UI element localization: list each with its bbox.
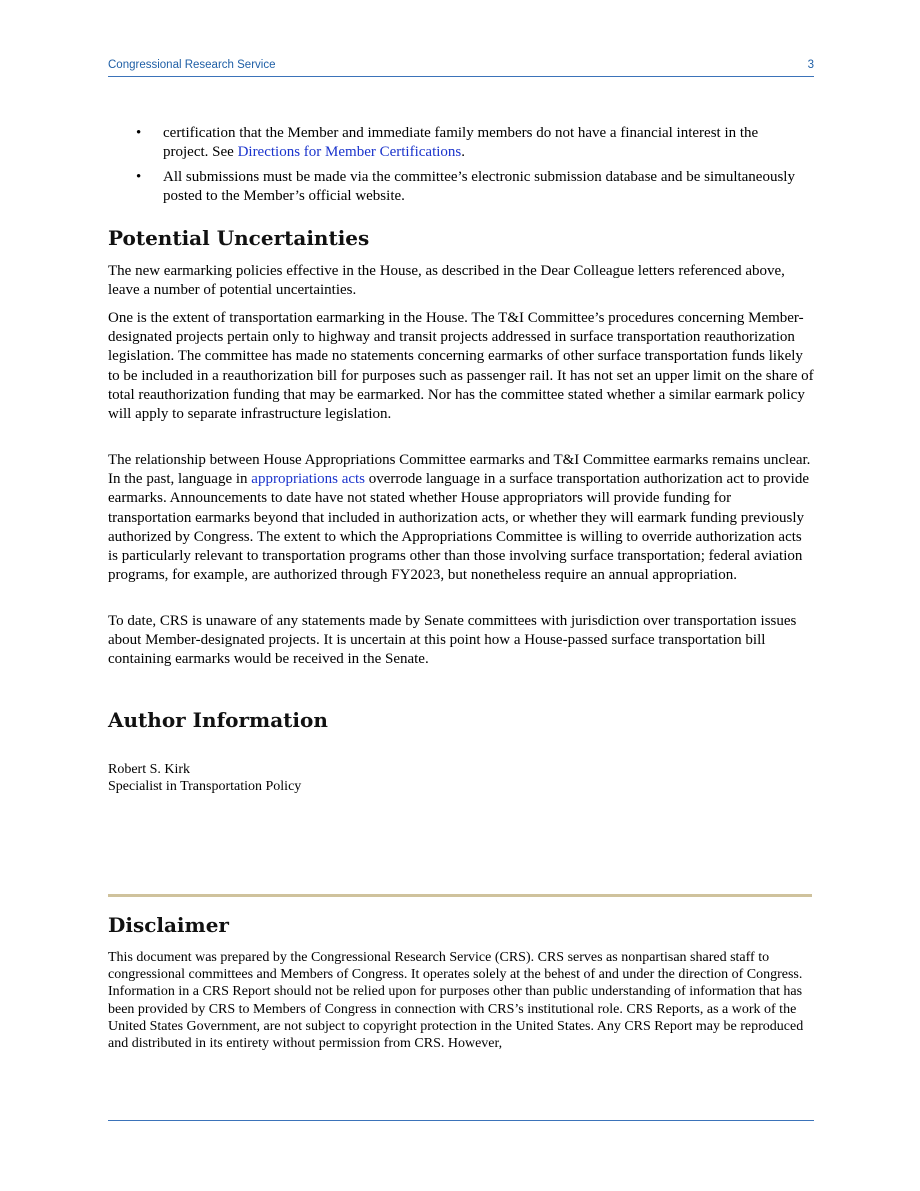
appropriations-acts-link[interactable]: appropriations acts (251, 471, 366, 488)
footer-rule (108, 1120, 814, 1121)
author-title: Specialist in Transportation Policy (108, 779, 302, 795)
author-block (108, 761, 814, 795)
author-name: Robert S. Kirk (108, 762, 191, 777)
bullet-text (163, 124, 763, 162)
header-page-number: 3 (807, 59, 814, 71)
bullet-dot: • (136, 125, 142, 141)
section-heading-uncertainties: Potential Uncertainties (108, 226, 370, 250)
page-header (108, 58, 814, 77)
paragraph: The new earmarking policies effective in the House, as described in the Dear Colleague letters referenced above, leave a number of potential uncertainties. (108, 263, 785, 299)
paragraph: One is the extent of transportation earmarking in the House. The T&I Committee’s procedures concerning Member-designated projects pertain only to highway and transit projects addressed in surface transportation reauthorization legislation. The committee has made no statements concerning earmarks of other surface transportation funds likely to be included in a reauthorization bill for purposes such as passenger rail. It has not set an upper limit on the share of total reauthorization funding that may be earmarked. Nor has the committee stated whether a similar earmark policy will apply to separate infrastructure legislation. (108, 310, 814, 423)
section-heading-disclaimer: Disclaimer (108, 913, 229, 937)
paragraph-text: overrode language in a surface transportation authorization act to provide earmarks. Announcements to date have not stated whether House appropriators will provide funding for transportation earmarks beyond that included in authorization acts, or whether they will earmark funding previously authorized by Congress. The extent to which the Appropriations Committee is willing to override authorization acts is particularly relevant to transportation programs other than those involving surface transportation; federal aviation programs, for example, are authorized through FY2023, but nonetheless require an annual appropriation. (108, 471, 810, 584)
member-certifications-link[interactable]: Directions for Member Certifications (237, 144, 462, 161)
bullet-text-part: . (461, 144, 465, 161)
bullet-text: All submissions must be made via the committee’s electronic submission database and be simultaneously posted to the Member’s official website. (163, 169, 795, 205)
bullet-text-part: certification that the Member and immediate family members do not have a financial interest in the project. See (163, 125, 759, 161)
section-divider (108, 894, 812, 897)
section-heading-author: Author Information (108, 708, 328, 732)
paragraph (108, 451, 814, 585)
header-org-name: Congressional Research Service (108, 59, 276, 71)
paragraph-text: The relationship between House Appropriations Committee earmarks and T&I Committee earmarks remains unclear. In the past, language in (108, 452, 811, 488)
paragraph: To date, CRS is unaware of any statements made by Senate committees with jurisdiction over transportation issues about Member-designated projects. It is uncertain at this point how a House-passed surface transportation bill containing earmarks would be received in the Senate. (108, 613, 797, 668)
disclaimer-text: This document was prepared by the Congressional Research Service (CRS). CRS serves as nonpartisan shared staff to congressional committees and Members of Congress. It operates solely at the behest of and under the direction of Congress. Information in a CRS Report should not be relied upon for purposes other than public understanding of information that has been provided by CRS to Members of Congress in connection with CRS’s institutional role. CRS Reports, as a work of the United States Government, are not subject to copyright protection in the United States. Any CRS Report may be reproduced and distributed in its entirety without permission from CRS. However, (108, 950, 804, 1052)
bullet-dot: • (136, 169, 142, 185)
